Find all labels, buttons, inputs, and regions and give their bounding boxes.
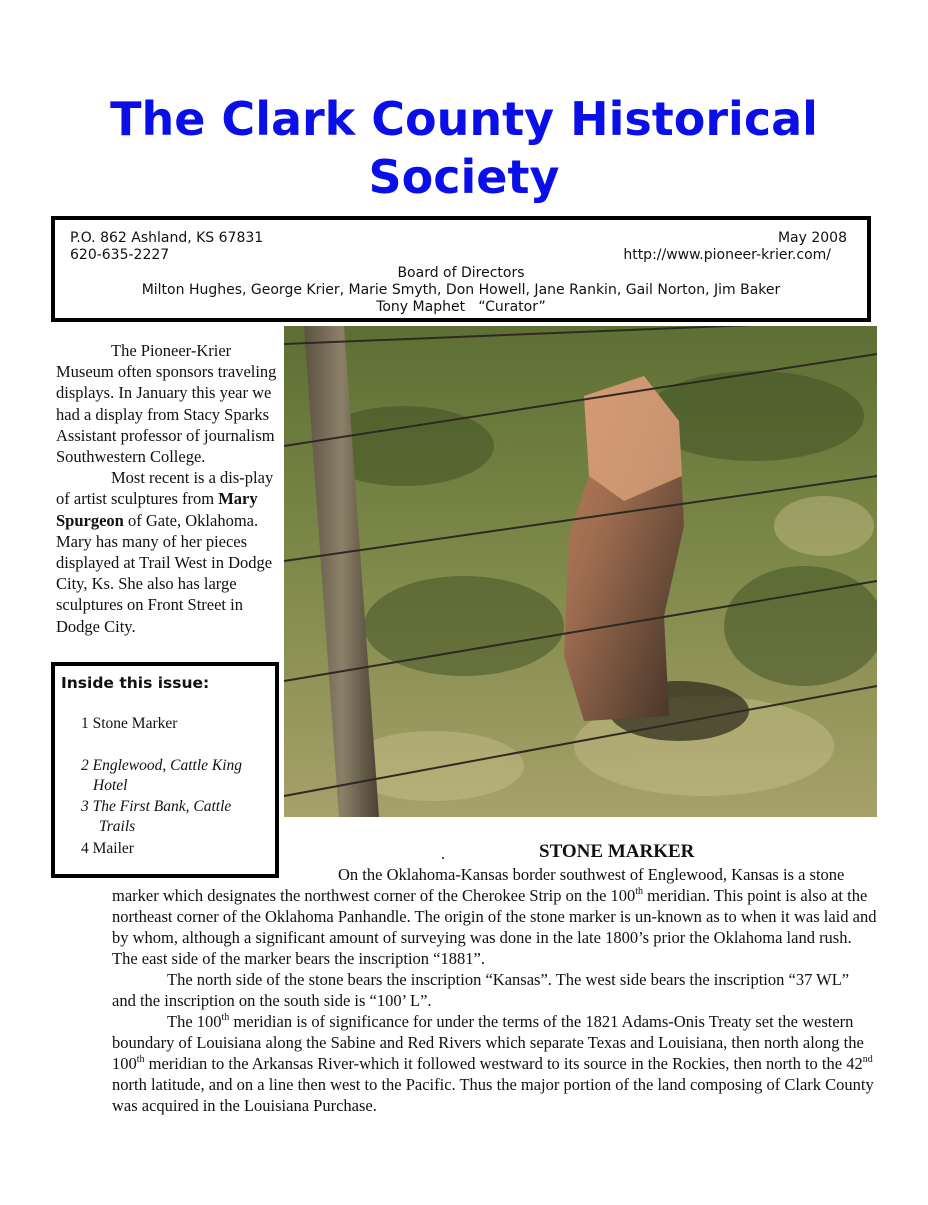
artist-name: Mary Spurgeon (56, 489, 258, 530)
article-paragraph-3: The 100th meridian is of significance for under the terms of the 1821 Adams-Onis Treaty set the western boundary of Louisiana along the Sabine and Red Rivers which separate Texas and Louisiana, then north along the 100th meridian to the Arkansas River-which it followed westward to its source in the Rockies, then north to the 42nd north latitude, and on a line then west to the Pacific. Thus the major portion of the land composing of Clark County was acquired in the Louisiana Purchase. (112, 1012, 874, 1115)
toc-item-englewood-cont: Hotel (93, 777, 128, 794)
inside-heading: Inside this issue: (61, 674, 210, 692)
article-paragraph-1: On the Oklahoma-Kansas border southwest of Englewood, Kansas is a stone marker which designates the northwest corner of the Cherokee Strip on the 100th meridian. This point is also at the northeast corner of the Oklahoma Panhandle. The origin of the stone marker is un-known as to when it was laid and by whom, although a significant amount of surveying was done in the late 1800’s prior the Oklahoma land rush. The east side of the marker bears the inscription “1881”. (112, 865, 877, 968)
curator-line: Tony Maphet “Curator” (376, 299, 546, 315)
mailing-address: P.O. 862 Ashland, KS 67831 (70, 230, 264, 246)
article-heading: STONE MARKER (539, 841, 695, 862)
stone-marker-photo (284, 326, 877, 817)
toc-item-first-bank[interactable]: 3 The First Bank, Cattle (81, 798, 232, 815)
toc-item-englewood[interactable]: 2 Englewood, Cattle King (81, 757, 243, 774)
inside-this-issue-box (51, 662, 279, 878)
toc-item-mailer[interactable]: 4 Mailer (81, 840, 134, 857)
title-line-2: Society (368, 150, 560, 204)
photo-illustration (284, 326, 877, 817)
stray-dot: . (441, 846, 445, 863)
newsletter-title (60, 90, 868, 206)
issue-date: May 2008 (777, 230, 847, 246)
board-label: Board of Directors (397, 265, 525, 281)
toc-item-stone-marker[interactable]: 1 Stone Marker (81, 715, 178, 732)
article-body (112, 864, 877, 1116)
website-link[interactable]: http://www.pioneer-krier.com/ (623, 247, 831, 263)
title-line-1: The Clark County Historical (110, 92, 818, 146)
toc-item-first-bank-cont: Trails (99, 818, 136, 835)
masthead-box (51, 216, 871, 322)
directors-list: Milton Hughes, George Krier, Marie Smyth, Don Howell, Jane Rankin, Gail Norton, Jim Baker (141, 282, 781, 298)
article-paragraph-2: The north side of the stone bears the inscription “Kansas”. The west side bears the inscription “37 WL” and the inscription on the south side is “100’ L”. (112, 970, 850, 1010)
intro-column (56, 340, 284, 637)
intro-paragraph-1: The Pioneer-Krier Museum often sponsors traveling displays. In January this year we had a display from Stacy Sparks Assistant professor of journalism Southwestern College. (56, 341, 277, 467)
intro-paragraph-2: Most recent is a dis-play of artist sculptures from Mary Spurgeon of Gate, Oklahoma. Mary has many of her pieces displayed at Trail West in Dodge City, Ks. She also has large sculptures on Front Street in Dodge City. (56, 468, 274, 636)
phone-number: 620-635-2227 (70, 247, 170, 263)
